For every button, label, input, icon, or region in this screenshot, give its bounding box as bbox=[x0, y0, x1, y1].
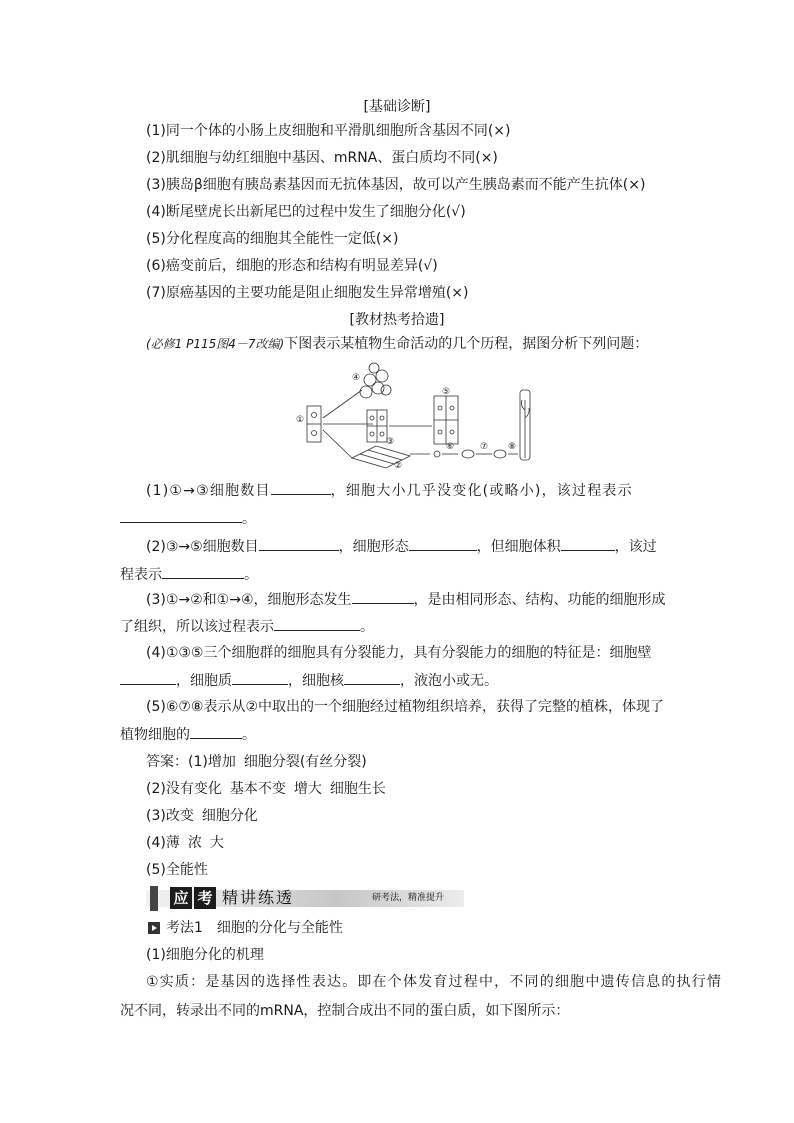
plant-life-process-figure bbox=[290, 360, 540, 470]
answer-blank[interactable] bbox=[190, 724, 242, 739]
figure-label-5: ⑤ bbox=[441, 387, 451, 397]
figure-label-6: ⑥ bbox=[445, 442, 455, 452]
figure-intro-text: 下图表示某植物生命活动的几个历程，据图分析下列问题： bbox=[284, 336, 649, 352]
answer-2-part: 细胞生长 bbox=[329, 781, 386, 797]
question-5-line-2 bbox=[120, 724, 256, 745]
banner-char-1: 应 bbox=[170, 887, 192, 909]
diagnosis-item-5: (5)分化程度高的细胞其全能性一定低(×) bbox=[146, 231, 399, 247]
answer-blank[interactable] bbox=[162, 564, 244, 579]
question-1-line-2 bbox=[120, 508, 256, 529]
question-1-line-1 bbox=[146, 480, 633, 501]
question-5-end: 。 bbox=[242, 727, 256, 743]
question-4-line-2 bbox=[120, 670, 498, 691]
banner-title: 精讲练透 bbox=[222, 888, 295, 907]
answer-2-part: 基本不变 bbox=[229, 781, 286, 797]
method-subheading: (1)细胞分化的机理 bbox=[146, 947, 264, 963]
question-2-line-2 bbox=[120, 564, 258, 585]
answer-blank[interactable] bbox=[120, 508, 242, 523]
answer-2 bbox=[146, 779, 386, 799]
answer-blank[interactable] bbox=[232, 670, 288, 685]
question-4-text-c: ，细胞核 bbox=[288, 673, 344, 689]
play-triangle-icon bbox=[148, 922, 160, 934]
answer-5-part: (5)全能性 bbox=[146, 862, 208, 878]
question-2-text-c: ，但细胞体积 bbox=[476, 539, 561, 555]
answer-5 bbox=[146, 860, 208, 880]
question-3-line-1 bbox=[146, 589, 666, 610]
figure-label-7: ⑦ bbox=[479, 442, 489, 452]
banner-char-2: 考 bbox=[194, 887, 216, 909]
diagnosis-item-1: (1)同一个体的小肠上皮细胞和平滑肌细胞所含基因不同(×) bbox=[146, 123, 511, 139]
answer-blank[interactable] bbox=[561, 536, 615, 551]
banner-subtitle: 研考法，精准提升 bbox=[372, 893, 445, 903]
question-1-text-a: (1)①→③细胞数目 bbox=[146, 483, 271, 499]
question-3-text-c: 了组织，所以该过程表示 bbox=[120, 619, 274, 635]
figure-label-1: ① bbox=[295, 415, 305, 425]
question-2-end: 。 bbox=[244, 567, 258, 583]
diagnosis-item-6: (6)癌变前后，细胞的形态和结构有明显差异(√) bbox=[146, 258, 438, 274]
answer-3-part: 细胞分化 bbox=[201, 808, 258, 824]
question-5-line-1 bbox=[146, 697, 664, 717]
question-2-text-b: ，细胞形态 bbox=[338, 539, 409, 555]
question-2-text-a: (2)③→⑤细胞数目 bbox=[146, 539, 259, 555]
question-4-text-b: ，细胞质 bbox=[176, 673, 232, 689]
method-title: 考法1 细胞的分化与全能性 bbox=[166, 920, 343, 936]
section-banner bbox=[146, 886, 464, 911]
question-5-text-b: 植物细胞的 bbox=[120, 727, 190, 743]
question-4-text-d: ，液泡小或无。 bbox=[400, 673, 498, 689]
answer-label: 答案： bbox=[146, 754, 188, 770]
answer-4-part: 大 bbox=[209, 835, 224, 851]
answer-blank[interactable] bbox=[274, 616, 360, 631]
question-1-text-b: ，细胞大小几乎没变化(或略小)，该过程表示 bbox=[330, 483, 633, 499]
diagnosis-item-3: (3)胰岛β细胞有胰岛素基因而无抗体基因，故可以产生胰岛素而不能产生抗体(×) bbox=[146, 177, 646, 193]
question-1-end: 。 bbox=[242, 511, 256, 527]
diagnosis-item-2: (2)肌细胞与幼红细胞中基因、mRNA、蛋白质均不同(×) bbox=[146, 150, 498, 166]
answer-4-part: 浓 bbox=[187, 835, 202, 851]
answer-3-part: (3)改变 bbox=[146, 808, 194, 824]
answer-1-part: 细胞分裂(有丝分裂) bbox=[243, 754, 367, 770]
figure-label-8: ⑧ bbox=[507, 442, 517, 452]
question-3-line-2 bbox=[120, 616, 374, 637]
basic-diagnosis-heading: [基础诊断] bbox=[363, 99, 431, 115]
figure-source: (必修1 P115图4－7改编) bbox=[146, 337, 285, 351]
question-2-line-1 bbox=[146, 536, 657, 557]
question-4-line-1 bbox=[146, 643, 651, 663]
answer-blank[interactable] bbox=[352, 589, 414, 604]
method-paragraph-line-1: ①实质：是基因的选择性表达。即在个体发育过程中，不同的细胞中遗传信息的执行情 bbox=[146, 974, 723, 990]
answer-blank[interactable] bbox=[271, 480, 331, 495]
answer-blank[interactable] bbox=[344, 670, 400, 685]
question-4-text-a: (4)①③⑤三个细胞群的细胞具有分裂能力，具有分裂能力的细胞的特征是：细胞壁 bbox=[146, 645, 652, 661]
answer-1-part: (1)增加 bbox=[188, 754, 236, 770]
method-paragraph-line-2: 况不同，转录出不同的mRNA，控制合成出不同的蛋白质，如下图所示： bbox=[120, 1003, 570, 1019]
question-3-end: 。 bbox=[360, 619, 374, 635]
textbook-heading: [教材热考拾遗] bbox=[349, 312, 445, 328]
answer-2-part: 增大 bbox=[293, 781, 322, 797]
diagnosis-item-7: (7)原癌基因的主要功能是阻止细胞发生异常增殖(×) bbox=[146, 285, 469, 301]
figure-label-4: ④ bbox=[351, 373, 361, 383]
question-3-text-b: ，是由相同形态、结构、功能的细胞形成 bbox=[413, 592, 666, 608]
answer-4-part: (4)薄 bbox=[146, 835, 180, 851]
diagnosis-item-4: (4)断尾壁虎长出新尾巴的过程中发生了细胞分化(√) bbox=[146, 204, 466, 220]
question-2-text-d: ，该过 bbox=[614, 539, 657, 555]
answer-2-part: (2)没有变化 bbox=[146, 781, 222, 797]
question-3-text-a: (3)①→②和①→④，细胞形态发生 bbox=[146, 592, 352, 608]
figure-intro bbox=[146, 334, 648, 354]
figure-label-2: ② bbox=[393, 461, 403, 470]
figure-label-3: ③ bbox=[385, 437, 395, 447]
answer-blank[interactable] bbox=[120, 670, 176, 685]
answer-4 bbox=[146, 833, 224, 853]
answer-1 bbox=[146, 752, 367, 772]
answer-blank[interactable] bbox=[259, 536, 339, 551]
answer-3 bbox=[146, 806, 258, 826]
question-5-text-a: (5)⑥⑦⑧表示从②中取出的一个细胞经过植物组织培养，获得了完整的植株，体现了 bbox=[146, 699, 665, 715]
question-2-text-e: 程表示 bbox=[120, 567, 162, 583]
answer-blank[interactable] bbox=[409, 536, 477, 551]
